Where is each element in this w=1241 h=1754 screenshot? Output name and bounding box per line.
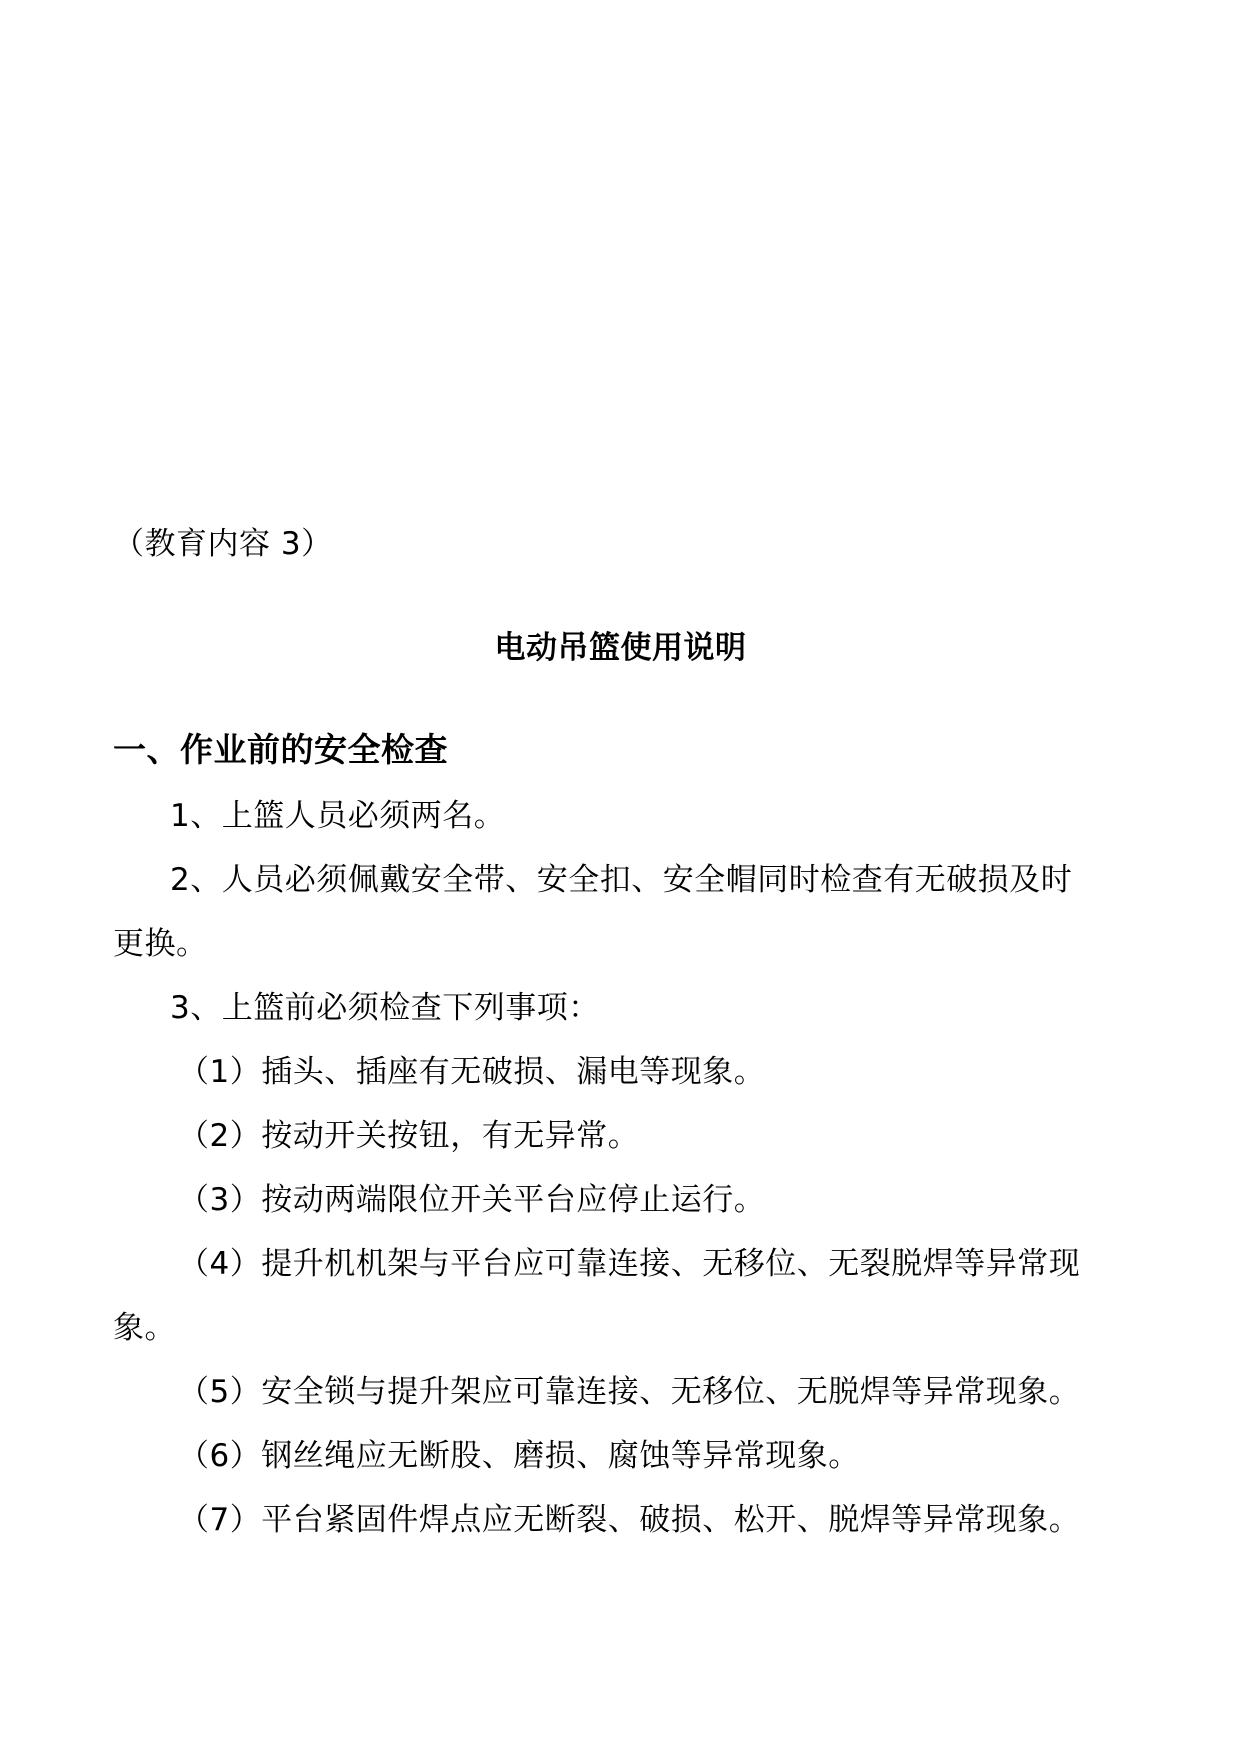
item-2-continuation: 更换。	[113, 926, 208, 962]
document-title: 电动吊篮使用说明	[494, 630, 747, 666]
sub-item-7: （7）平台紧固件焊点应无断裂、破损、松开、脱焊等异常现象。	[178, 1502, 1081, 1538]
item-1: 1、上篮人员必须两名。	[170, 798, 506, 834]
item-2: 2、人员必须佩戴安全带、安全扣、安全帽同时检查有无破损及时	[170, 862, 1073, 898]
sub-item-6: （6）钢丝绳应无断股、磨损、腐蚀等异常现象。	[178, 1438, 860, 1474]
sub-item-4-continuation: 象。	[113, 1310, 176, 1346]
education-content-note: （教育内容 3）	[113, 526, 333, 562]
section-heading-pre-work-safety-check: 一、作业前的安全检查	[113, 730, 448, 769]
sub-item-5: （5）安全锁与提升架应可靠连接、无移位、无脱焊等异常现象。	[178, 1374, 1081, 1410]
sub-item-2: （2）按动开关按钮，有无异常。	[178, 1118, 640, 1154]
sub-item-1: （1）插头、插座有无破损、漏电等现象。	[178, 1054, 766, 1090]
item-3: 3、上篮前必须检查下列事项：	[170, 990, 600, 1026]
sub-item-4: （4）提升机机架与平台应可靠连接、无移位、无裂脱焊等异常现	[178, 1246, 1081, 1282]
sub-item-3: （3）按动两端限位开关平台应停止运行。	[178, 1182, 766, 1218]
